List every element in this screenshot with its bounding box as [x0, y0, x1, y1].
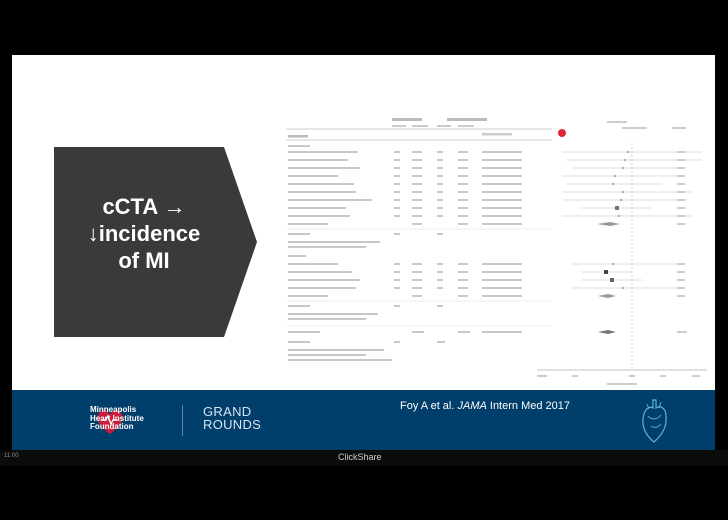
clickshare-label[interactable]: ClickShare [338, 452, 382, 462]
org-name-line-1: Minneapolis [90, 405, 137, 414]
key-message-line-2: ↓incidence [87, 221, 201, 246]
key-message-arrow [54, 147, 257, 337]
taskbar [0, 450, 728, 466]
citation-journal: JAMA [457, 400, 487, 412]
highlight-marker [558, 129, 566, 137]
key-message-text [54, 193, 234, 274]
org-name [90, 406, 144, 432]
key-message-line-3: of MI [118, 248, 170, 273]
footer-divider [182, 405, 183, 436]
presentation-slide [12, 55, 715, 450]
org-name-line-2: Heart Institute [90, 413, 144, 423]
clock-text: 11:00 [4, 453, 19, 459]
series-title [203, 405, 261, 431]
citation-suffix: Intern Med 2017 [486, 400, 570, 412]
citation [400, 400, 570, 412]
series-title-line-1: GRAND [203, 404, 252, 419]
key-message-line-1: cCTA → [102, 194, 186, 219]
slide-footer [12, 390, 715, 450]
series-title-line-2: ROUNDS [203, 417, 262, 432]
anatomical-heart-icon [639, 398, 669, 444]
citation-prefix: Foy A et al. [400, 400, 458, 412]
org-name-line-3: Foundation [90, 422, 134, 431]
